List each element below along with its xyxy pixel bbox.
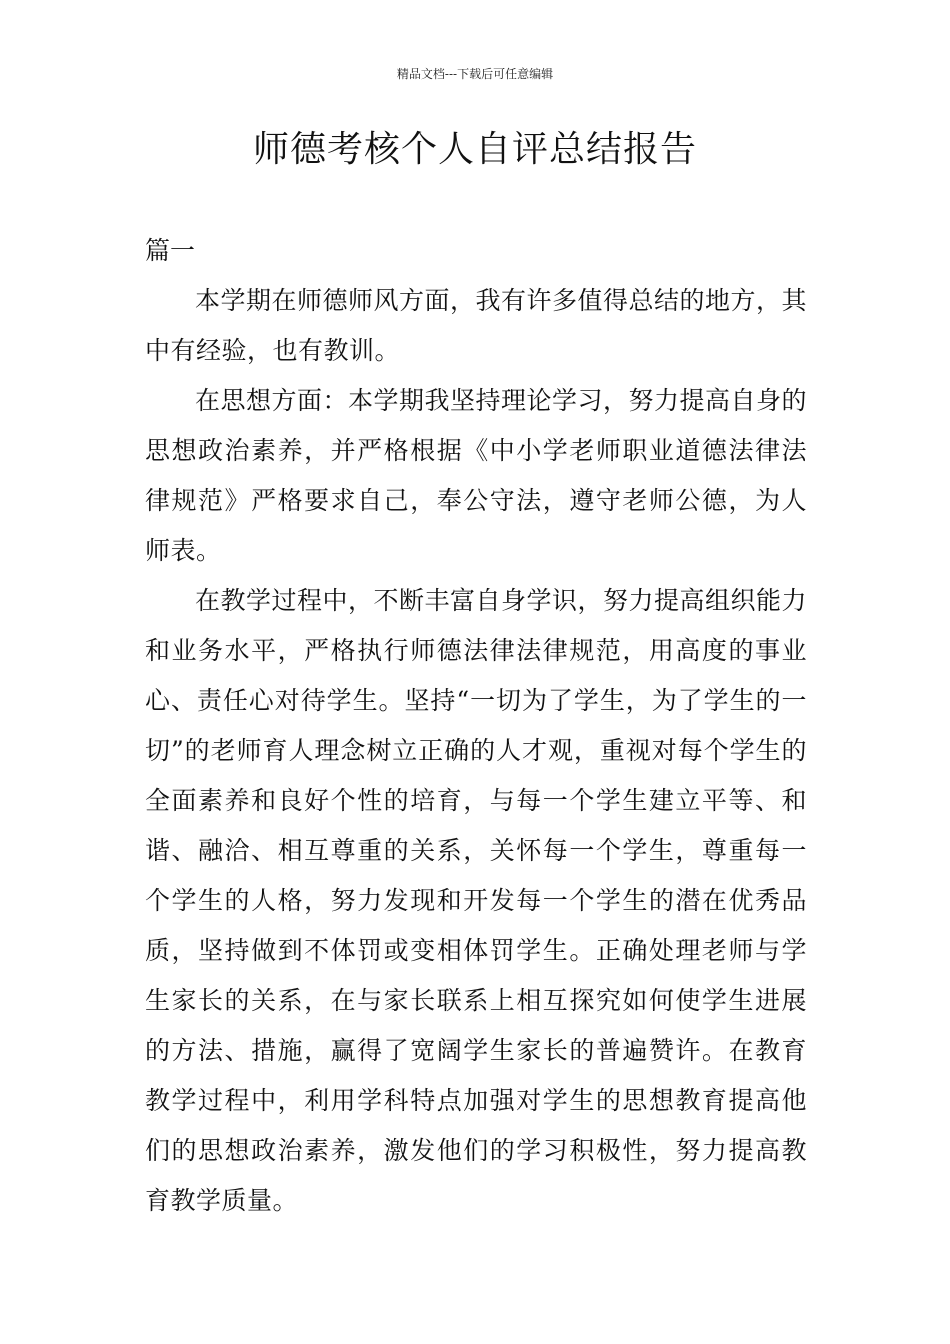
section-label: 篇一 — [145, 236, 196, 265]
paragraph-2: 在思想方面：本学期我坚持理论学习，努力提高自身的思想政治素养，并严格根据《中小学老师职业道德法律法律规范》严格要求自己，奉公守法，遵守老师公德，为人师表。 — [145, 386, 808, 565]
document-title: 师德考核个人自评总结报告 — [252, 129, 697, 170]
header-note: 精品文档---下载后可任意编辑 — [396, 67, 554, 81]
paragraph-1: 本学期在师德师风方面，我有许多值得总结的地方，其中有经验，也有教训。 — [145, 286, 808, 365]
paragraph-3: 在教学过程中，不断丰富自身学识，努力提高组织能力和业务水平，严格执行师德法律法律规范，用高度的事业心、责任心对待学生。坚持“一切为了学生，为了学生的一切”的老师育人理念树立正确的人才观，重视对每个学生的全面素养和良好个性的培育，与每一个学生建立平等、和谐、融洽、相互尊重的关系，关怀每一个学生，尊重每一个学生的人格，努力发现和开发每一个学生的潜在优秀品质，坚持做到不体罚或变相体罚学生。正确处理老师与学生家长的关系，在与家长联系上相互探究如何使学生进展的方法、措施，赢得了宽阔学生家长的普遍赞许。在教育教学过程中，利用学科特点加强对学生的思想教育提高他们的思想政治素养，激发他们的学习积极性，努力提高教育教学质量。 — [145, 586, 808, 1215]
document-body — [145, 226, 807, 1226]
